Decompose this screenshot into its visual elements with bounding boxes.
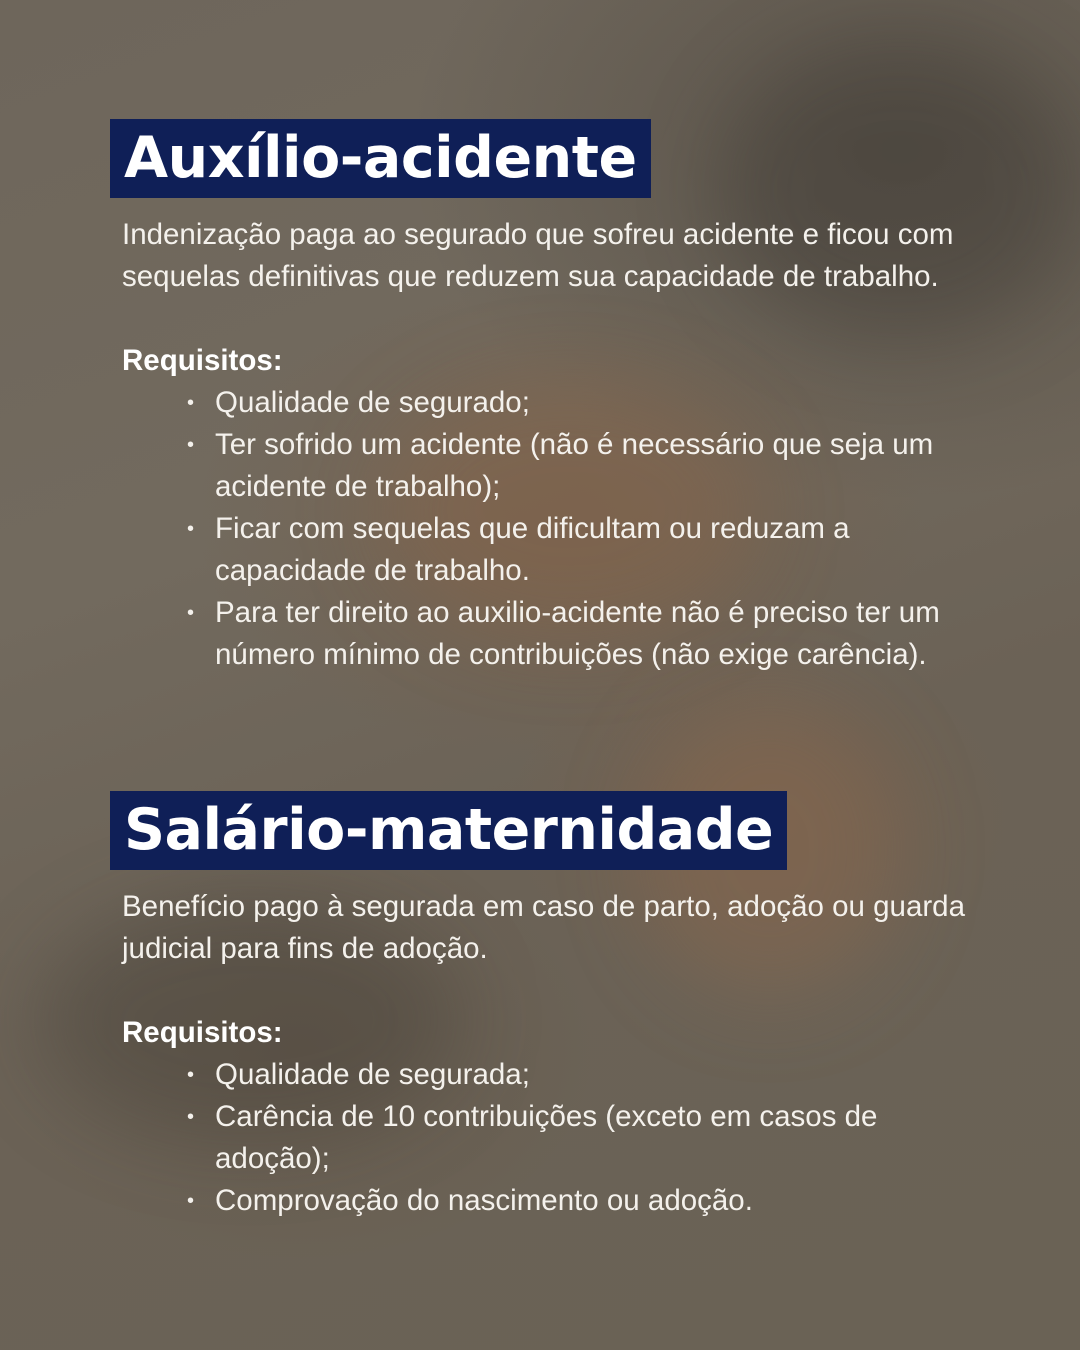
requirement-item (187, 424, 965, 508)
requirements-label: Requisitos: (122, 344, 283, 377)
requirement-text: Carência de 10 contribuições (exceto em casos de adoção); (215, 1100, 878, 1175)
bullet-icon: • (187, 1064, 195, 1086)
requirement-text: Ter sofrido um acidente (não é necessário que seja um acidente de trabalho); (215, 428, 934, 503)
bullet-icon: • (187, 1106, 195, 1128)
requirement-item (187, 1054, 965, 1096)
requirement-text: Comprovação do nascimento ou adoção. (215, 1184, 753, 1217)
bullet-icon: • (187, 1190, 195, 1212)
section-title: Auxílio-acidente (124, 125, 637, 191)
requirement-item (187, 1180, 965, 1222)
section-title-highlight (110, 791, 787, 870)
requirement-item (187, 1096, 965, 1180)
bullet-icon: • (187, 518, 195, 540)
requirements-list (110, 382, 970, 676)
bullet-icon: • (187, 392, 195, 414)
auxilio-acidente-section (110, 119, 970, 676)
requirement-item (187, 508, 965, 592)
requirement-text: Qualidade de segurada; (215, 1058, 530, 1091)
bullet-icon: • (187, 602, 195, 624)
requirement-text: Qualidade de segurado; (215, 386, 530, 419)
section-title-highlight (110, 119, 651, 198)
requirement-item (187, 382, 965, 424)
section-description: Benefício pago à segurada em caso de parto, adoção ou guarda judicial para fins de adoção. (122, 890, 965, 965)
section-description: Indenização paga ao segurado que sofreu acidente e ficou com sequelas definitivas que reduzem sua capacidade de trabalho. (122, 218, 954, 293)
requirement-item (187, 592, 965, 676)
requirement-text: Ficar com sequelas que dificultam ou reduzam a capacidade de trabalho. (215, 512, 850, 587)
bullet-icon: • (187, 434, 195, 456)
requirements-label: Requisitos: (122, 1016, 283, 1049)
salario-maternidade-section (110, 791, 970, 1222)
requirements-list (110, 1054, 970, 1222)
requirement-text: Para ter direito ao auxilio-acidente não é preciso ter um número mínimo de contribuições (não exige carência). (215, 596, 940, 671)
section-title: Salário-maternidade (124, 797, 774, 863)
